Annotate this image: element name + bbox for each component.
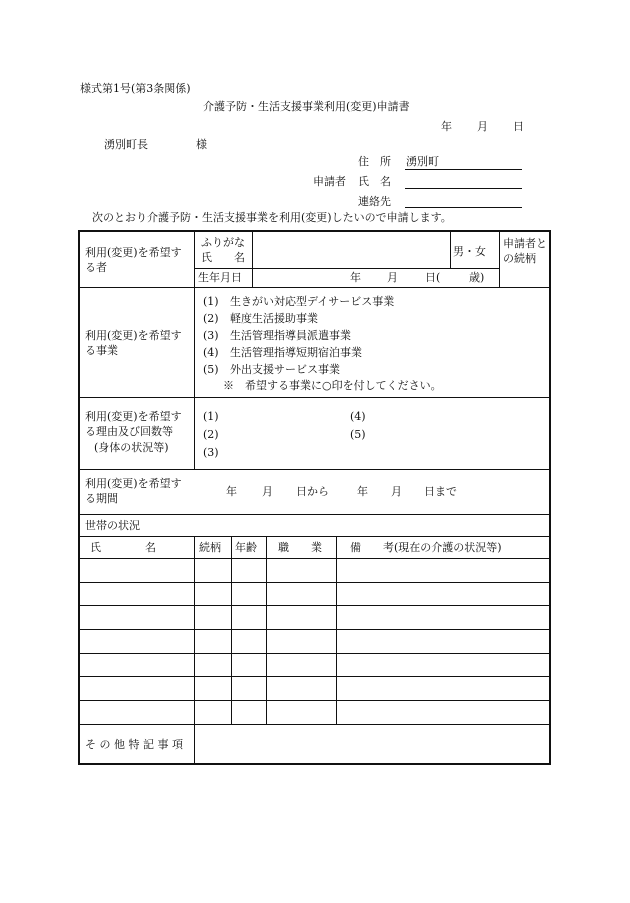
household-row[interactable] <box>80 630 549 652</box>
household-row[interactable] <box>80 606 549 628</box>
gender-select[interactable]: 男・女 <box>453 245 486 258</box>
col-divider <box>252 232 253 268</box>
intro-text: 次のとおり介護予防・生活支援事業を利用(変更)したいので申請します。 <box>92 211 452 224</box>
address-field[interactable] <box>405 155 522 170</box>
address-value: 湧別町 <box>406 155 439 168</box>
application-table <box>78 230 551 765</box>
household-col-occupation: 職 業 <box>278 541 322 554</box>
col-divider <box>499 232 500 287</box>
household-row[interactable] <box>80 677 549 699</box>
recipient-honorific: 様 <box>196 138 207 151</box>
service-item[interactable]: 軽度生活援助事業 <box>230 312 318 325</box>
row-divider <box>80 469 549 470</box>
services-label: 利用(変更)を希望する事業 <box>85 329 182 357</box>
household-col-name: 氏 名 <box>90 541 156 554</box>
name-field[interactable] <box>405 174 522 189</box>
row-divider <box>80 287 549 288</box>
applicant-label: 申請者 <box>313 175 346 188</box>
other-remarks-label: そ の 他 特 記 事 項 <box>85 738 183 751</box>
period-start-day: 日から <box>296 485 329 498</box>
relation-input[interactable] <box>501 269 547 286</box>
service-item[interactable]: 外出支援サービス事業 <box>230 363 340 376</box>
reason-item[interactable]: (4) <box>350 410 366 423</box>
person-name-input[interactable] <box>254 251 449 266</box>
birth-year: 年 <box>350 271 361 284</box>
date-day: 日 <box>513 120 524 133</box>
address-label: 住 所 <box>358 155 391 168</box>
reason-sub-label: (身体の状況等) <box>94 441 169 454</box>
furigana-label: ふりがな <box>201 236 245 249</box>
furigana-input[interactable] <box>254 234 449 249</box>
household-row[interactable] <box>80 583 549 604</box>
reason-item[interactable]: (5) <box>350 428 366 441</box>
service-num: (1) <box>203 295 219 308</box>
service-item[interactable]: 生活管理指導短期宿泊事業 <box>230 346 362 359</box>
contact-field[interactable] <box>405 193 522 208</box>
birth-label: 生年月日 <box>198 271 242 284</box>
row-divider <box>80 536 549 537</box>
household-col-remarks: 備 考(現在の介護の状況等) <box>350 541 502 554</box>
row-divider <box>80 397 549 398</box>
service-num: (5) <box>203 363 219 376</box>
form-number: 様式第1号(第3条関係) <box>80 82 191 95</box>
relation-label: 申請者との続柄 <box>503 237 547 265</box>
reason-item[interactable]: (2) <box>203 428 219 441</box>
person-label: 利用(変更)を希望する者 <box>85 246 182 274</box>
reason-item[interactable]: (1) <box>203 410 219 423</box>
birth-day: 日( <box>425 271 441 284</box>
household-col-relation: 続柄 <box>199 541 221 554</box>
name-row-label: 氏 名 <box>201 251 245 264</box>
date-year: 年 <box>441 120 452 133</box>
date-month: 月 <box>477 120 488 133</box>
service-item[interactable]: 生活管理指導員派遣事業 <box>230 329 351 342</box>
col-divider <box>252 268 253 287</box>
row-divider <box>80 514 549 515</box>
service-num: (3) <box>203 329 219 342</box>
service-item[interactable]: 生きがい対応型デイサービス事業 <box>230 295 395 308</box>
col-divider <box>194 232 195 469</box>
household-row[interactable] <box>80 654 549 675</box>
services-note: ※ 希望する事業に○印を付してください。 <box>223 379 442 392</box>
household-col-age: 年齢 <box>235 541 257 554</box>
period-end-year: 年 <box>357 485 368 498</box>
row-divider <box>194 268 499 269</box>
form-title: 介護予防・生活支援事業利用(変更)申請書 <box>203 100 410 113</box>
household-row[interactable] <box>80 701 549 723</box>
contact-label: 連絡先 <box>358 195 391 208</box>
household-row[interactable] <box>80 559 549 581</box>
period-end-month: 月 <box>391 485 402 498</box>
service-num: (4) <box>203 346 219 359</box>
other-remarks-input[interactable] <box>196 726 548 762</box>
period-end-day: 日まで <box>424 485 457 498</box>
household-label: 世帯の状況 <box>85 519 140 532</box>
birth-age: 歳) <box>469 271 485 284</box>
reason-item[interactable]: (3) <box>203 446 219 459</box>
birth-month: 月 <box>387 271 398 284</box>
period-start-month: 月 <box>262 485 273 498</box>
recipient: 湧別町長 <box>104 138 148 151</box>
col-divider <box>450 232 451 268</box>
name-label: 氏 名 <box>358 175 391 188</box>
period-label: 利用(変更)を希望する期間 <box>85 477 182 505</box>
reason-label: 利用(変更)を希望する理由及び回数等 <box>85 410 182 438</box>
row-divider <box>80 724 549 725</box>
period-start-year: 年 <box>226 485 237 498</box>
service-num: (2) <box>203 312 219 325</box>
